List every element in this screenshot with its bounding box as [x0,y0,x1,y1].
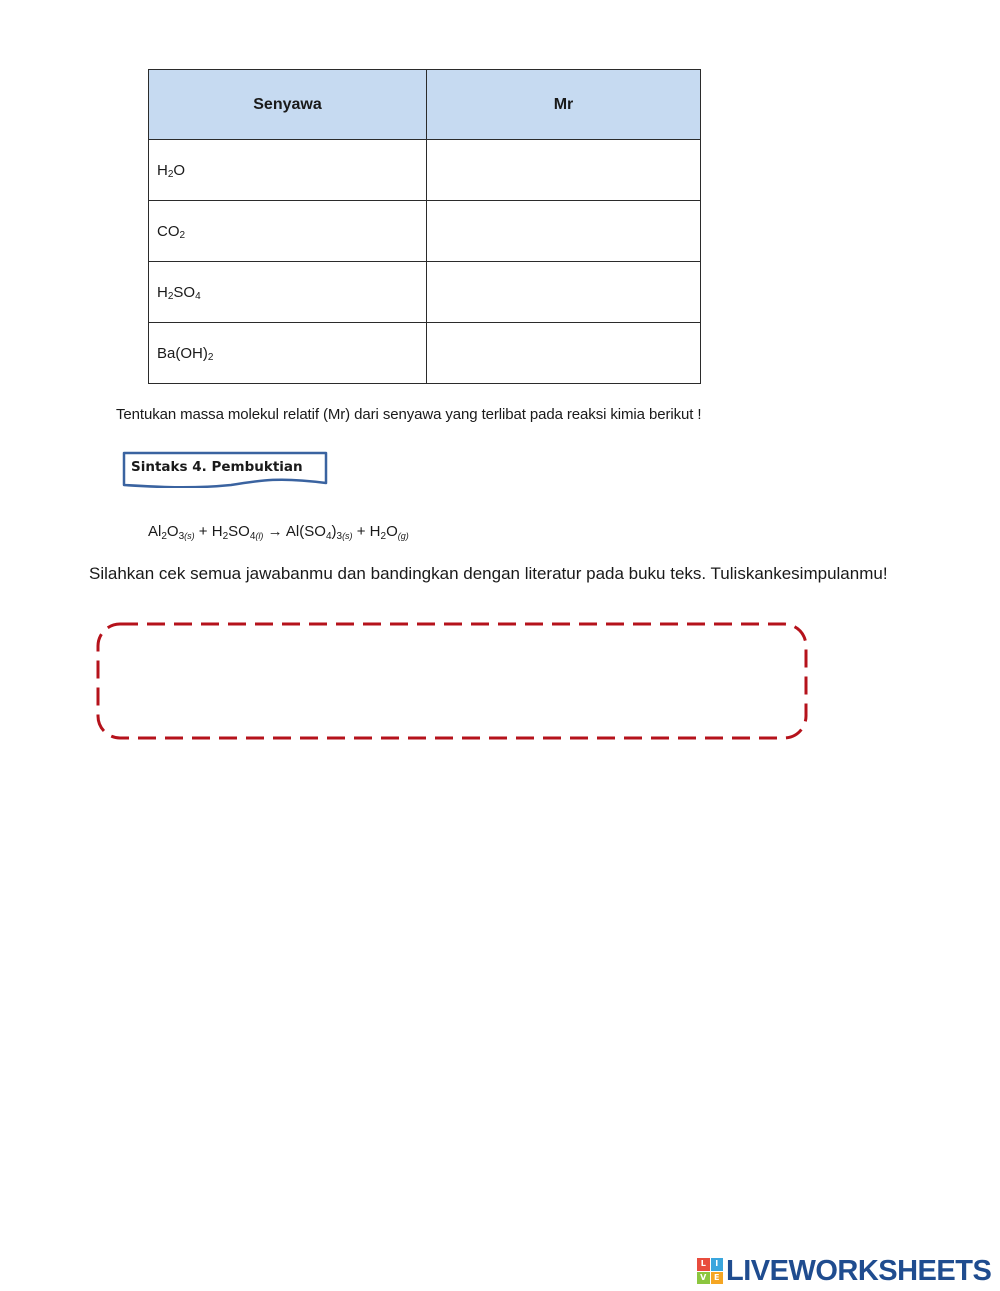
sintaks-label: Sintaks 4. Pembuktian [131,459,303,475]
logo-tile: I [711,1258,724,1271]
table-row [149,262,701,323]
logo-tile: E [711,1272,724,1285]
mr-table [148,69,701,384]
table-row [149,201,701,262]
table-row [149,140,701,201]
table-row [149,323,701,384]
answer-box[interactable] [96,622,808,740]
table-header-row [149,70,701,140]
brand-name: LIVEWORKSHEETS [726,1254,992,1287]
compound-cell: $Ba(OH)_2$ [149,323,427,384]
reaction-equation: $Al_2O_{3(s)} + H_2SO_{4(l)} \to Al(SO_4)_{3(s)} + H_2O_{(g)}$ [148,523,409,542]
logo-tile: V [697,1272,710,1285]
logo-tile: L [697,1258,710,1271]
mr-answer-cell[interactable] [427,323,701,384]
mr-answer-cell[interactable] [427,262,701,323]
conclusion-instruction: Silahkan cek semua jawabanmu dan bandingkan dengan literatur pada buku teks. Tuliskankesimpulanmu! [89,564,888,583]
mr-answer-cell[interactable] [427,140,701,201]
compound-cell: $H_2SO_4$ [149,262,427,323]
mr-answer-cell[interactable] [427,201,701,262]
header-compound: Senyawa [149,70,427,140]
compound-cell: $H_2O$ [149,140,427,201]
instruction-text: Tentukan massa molekul relatif (Mr) dari senyawa yang terlibat pada reaksi kimia berikut ! [116,406,702,423]
compound-cell: $CO_2$ [149,201,427,262]
liveworksheets-logo-icon [697,1258,723,1284]
header-mr: Mr [427,70,701,140]
sintaks-label-box [121,450,329,488]
liveworksheets-brand [697,1256,991,1286]
